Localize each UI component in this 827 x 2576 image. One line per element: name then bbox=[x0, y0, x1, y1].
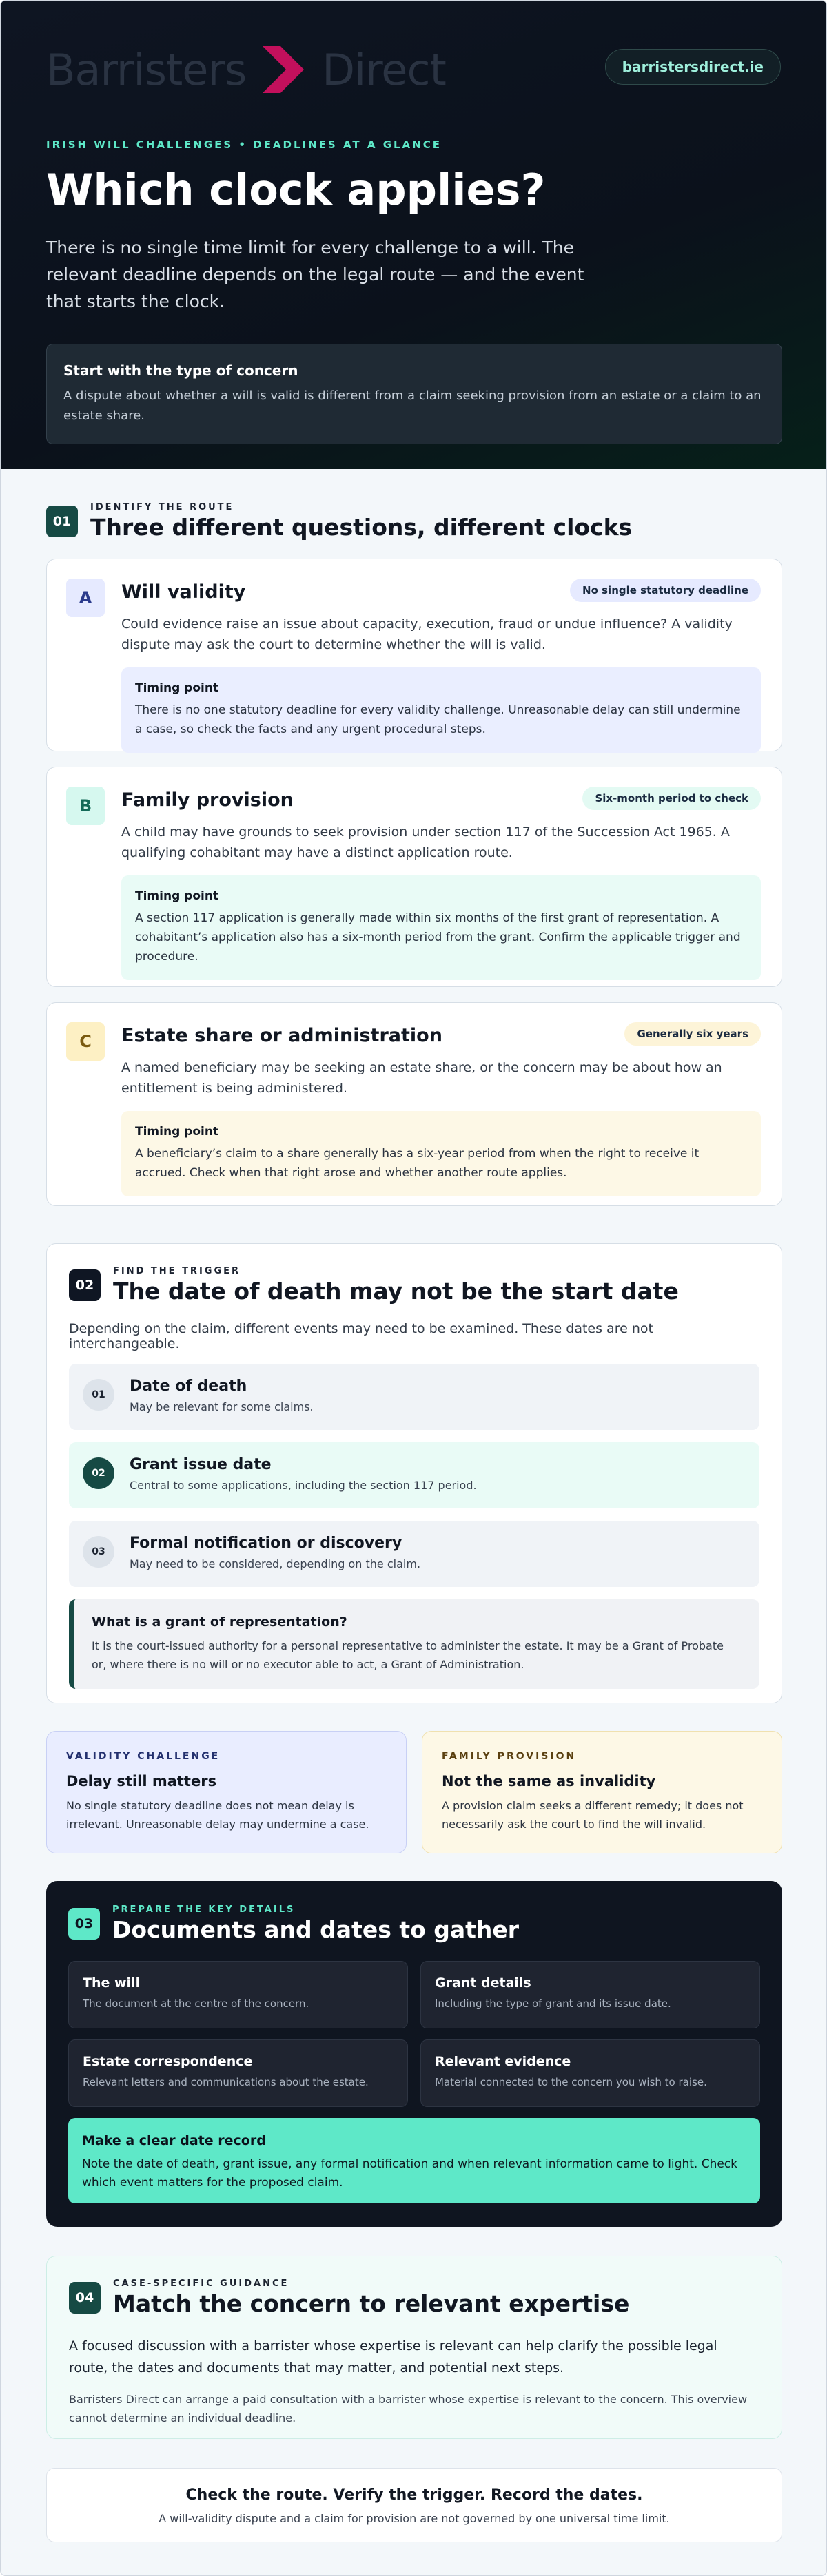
route-title: Will validity bbox=[121, 581, 246, 603]
section-kicker: IDENTIFY THE ROUTE bbox=[90, 502, 234, 512]
trigger-title: Grant issue date bbox=[130, 1456, 272, 1473]
guidance-disclaimer: Barristers Direct can arrange a paid consultation with a barrister whose expertise is relevant to the concern. This overview cannot determine an individual deadline. bbox=[69, 2393, 748, 2424]
section-header bbox=[68, 1904, 760, 1943]
route-card-family-provision bbox=[46, 767, 782, 987]
section-header bbox=[69, 1266, 759, 1305]
hero-kicker: IRISH WILL CHALLENGES • DEADLINES AT A GLANCE bbox=[46, 138, 442, 151]
compare-title: Delay still matters bbox=[66, 1773, 217, 1789]
timing-box bbox=[121, 875, 761, 980]
section-title: Three different questions, different clocks bbox=[90, 514, 633, 541]
concern-callout bbox=[46, 344, 782, 444]
section-title: Documents and dates to gather bbox=[112, 1916, 520, 1943]
compare-title: Not the same as invalidity bbox=[442, 1773, 656, 1789]
doc-title: Estate correspondence bbox=[83, 2054, 253, 2069]
doc-card-correspondence bbox=[68, 2039, 408, 2107]
date-record-title: Make a clear date record bbox=[82, 2133, 266, 2148]
chevron-logo-icon bbox=[260, 42, 308, 97]
logo-word-left: Barristers bbox=[46, 44, 247, 95]
grant-title: What is a grant of representation? bbox=[92, 1614, 347, 1630]
compare-card-validity bbox=[46, 1731, 407, 1853]
section-header bbox=[46, 502, 782, 541]
compare-kicker: FAMILY PROVISION bbox=[442, 1751, 577, 1762]
timing-text: A beneficiary’s claim to a share generally has a six-year period from when the right to receive it accrued. Check when that right arose and whether another route applies. bbox=[135, 1147, 700, 1180]
section-title: Match the concern to relevant expertise bbox=[113, 2290, 630, 2317]
route-badge: Generally six years bbox=[624, 1022, 761, 1046]
section-number: 01 bbox=[46, 506, 78, 537]
section-number: 02 bbox=[69, 1269, 101, 1301]
doc-text: Relevant letters and communications about the estate. bbox=[83, 2076, 369, 2088]
trigger-title: Date of death bbox=[130, 1378, 247, 1395]
doc-text: Material connected to the concern you wish to raise. bbox=[435, 2076, 707, 2088]
section-kicker: PREPARE THE KEY DETAILS bbox=[112, 1904, 296, 1915]
section-key-details bbox=[46, 1881, 782, 2227]
doc-title: Grant details bbox=[435, 1975, 531, 1991]
concern-callout-text: A dispute about whether a will is valid is different from a claim seeking provision from an estate or a claim to an estate share. bbox=[63, 388, 762, 423]
route-letter: B bbox=[66, 787, 105, 825]
timing-label: Timing point bbox=[135, 889, 219, 903]
route-description: A child may have grounds to seek provision under section 117 of the Succession Act 1965. A qualifying cohabitant may have a distinct application route. bbox=[121, 824, 730, 860]
comparison-row bbox=[46, 1731, 782, 1853]
doc-card-will bbox=[68, 1961, 408, 2028]
date-record-text: Note the date of death, grant issue, any formal notification and when relevant information came to light. Check which event matters for the proposed claim. bbox=[82, 2157, 737, 2190]
section-number: 04 bbox=[69, 2282, 101, 2314]
trigger-number: 02 bbox=[83, 1457, 114, 1489]
section-find-trigger bbox=[46, 1243, 782, 1703]
timing-text: There is no one statutory deadline for every validity challenge. Unreasonable delay can still undermine a case, so check the facts and any urgent procedural steps. bbox=[135, 703, 741, 736]
doc-card-grant bbox=[420, 1961, 760, 2028]
route-description: A named beneficiary may be seeking an estate share, or the concern may be about how an entitlement is being administered. bbox=[121, 1060, 722, 1096]
trigger-number: 03 bbox=[83, 1536, 114, 1568]
trigger-number: 01 bbox=[83, 1379, 114, 1411]
section-header bbox=[69, 2278, 759, 2317]
guidance-paragraph: A focused discussion with a barrister whose expertise is relevant can help clarify the possible legal route, the dates and documents that may matter, and potential next steps. bbox=[69, 2338, 717, 2376]
site-link[interactable]: barristersdirect.ie bbox=[605, 49, 781, 85]
route-badge: Six-month period to check bbox=[582, 787, 761, 810]
timing-label: Timing point bbox=[135, 1125, 219, 1139]
documents-grid bbox=[68, 1961, 760, 2118]
timing-text: A section 117 application is generally made within six months of the first grant of representation. A cohabitant’s application also has a six-month period from the grant. Confirm the applicable trigger and procedure. bbox=[135, 911, 741, 964]
doc-text: Including the type of grant and its issue date. bbox=[435, 1997, 671, 2010]
route-card-estate-share bbox=[46, 1002, 782, 1206]
trigger-item-grant-issue bbox=[69, 1442, 759, 1508]
compare-card-provision bbox=[422, 1731, 782, 1853]
concern-callout-title: Start with the type of concern bbox=[63, 362, 298, 379]
section-number: 03 bbox=[68, 1908, 100, 1940]
route-letter: A bbox=[66, 579, 105, 617]
section-guidance bbox=[46, 2256, 782, 2439]
summary-footer bbox=[46, 2468, 782, 2542]
page-title: Which clock applies? bbox=[46, 165, 546, 215]
timing-box bbox=[121, 1111, 761, 1196]
compare-kicker: VALIDITY CHALLENGE bbox=[66, 1751, 221, 1762]
section-intro: Depending on the claim, different events may need to be examined. These dates are not interchangeable. bbox=[69, 1321, 653, 1351]
doc-text: The document at the centre of the concern. bbox=[83, 1997, 309, 2010]
doc-title: Relevant evidence bbox=[435, 2054, 571, 2069]
compare-text: A provision claim seeks a different remedy; it does not necessarily ask the court to find the will invalid. bbox=[442, 1799, 744, 1831]
section-identify-route bbox=[46, 502, 782, 1206]
compare-text: No single statutory deadline does not mean delay is irrelevant. Unreasonable delay may undermine a case. bbox=[66, 1799, 369, 1831]
trigger-title: Formal notification or discovery bbox=[130, 1535, 402, 1552]
section-kicker: FIND THE TRIGGER bbox=[113, 1266, 241, 1276]
trigger-item-notification bbox=[69, 1521, 759, 1587]
grant-definition-callout bbox=[69, 1599, 759, 1689]
route-title: Estate share or administration bbox=[121, 1025, 442, 1046]
trigger-text: May need to be considered, depending on the claim. bbox=[130, 1557, 421, 1570]
route-letter: C bbox=[66, 1022, 105, 1061]
doc-card-evidence bbox=[420, 2039, 760, 2107]
section-kicker: CASE-SPECIFIC GUIDANCE bbox=[113, 2278, 289, 2289]
hero bbox=[1, 1, 826, 469]
hero-subtitle: There is no single time limit for every challenge to a will. The relevant deadline depends on the legal route — and the event that starts the clock. bbox=[46, 238, 584, 311]
section-title: The date of death may not be the start date bbox=[113, 1278, 679, 1305]
route-badge: No single statutory deadline bbox=[570, 579, 761, 602]
timing-box bbox=[121, 667, 761, 753]
doc-title: The will bbox=[83, 1975, 141, 1991]
footer-title: Check the route. Verify the trigger. Record the dates. bbox=[185, 2486, 643, 2504]
route-title: Family provision bbox=[121, 789, 294, 811]
trigger-item-date-of-death bbox=[69, 1364, 759, 1430]
timing-label: Timing point bbox=[135, 681, 219, 695]
trigger-text: Central to some applications, including the section 117 period. bbox=[130, 1479, 477, 1492]
route-description: Could evidence raise an issue about capacity, execution, fraud or undue influence? A validity dispute may ask the court to determine whether the will is valid. bbox=[121, 616, 733, 652]
grant-text: It is the court-issued authority for a personal representative to administer the estate. It may be a Grant of Probate or, where there is no will or no executor able to act, a Grant of Administration. bbox=[92, 1639, 724, 1671]
logo-word-right: Direct bbox=[322, 44, 446, 95]
date-record-callout bbox=[68, 2118, 760, 2203]
footer-text: A will-validity dispute and a claim for provision are not governed by one universal time limit. bbox=[159, 2512, 670, 2525]
route-card-validity bbox=[46, 559, 782, 751]
trigger-text: May be relevant for some claims. bbox=[130, 1400, 314, 1413]
